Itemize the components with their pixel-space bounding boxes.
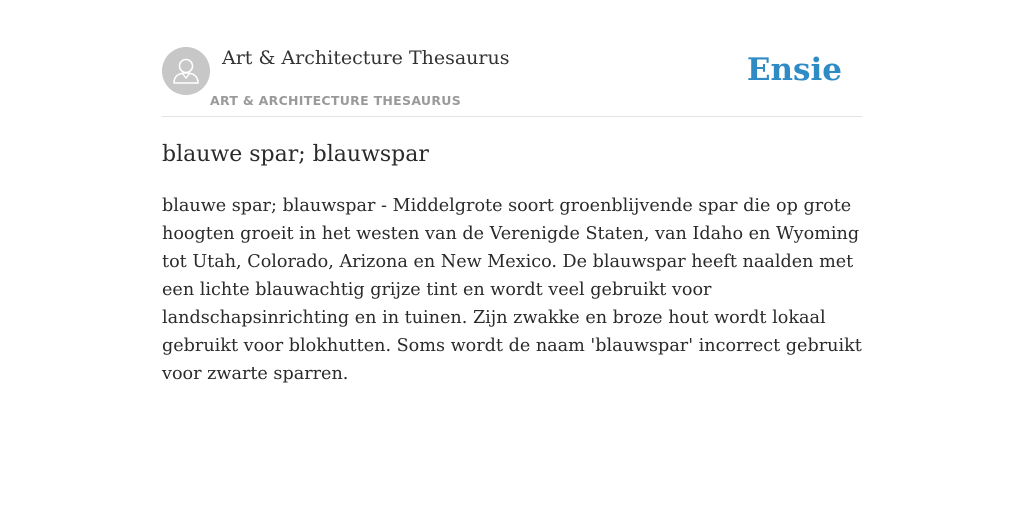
author-name[interactable]: Art & Architecture Thesaurus xyxy=(222,47,510,69)
user-avatar-icon[interactable] xyxy=(162,47,210,95)
author-header xyxy=(162,40,862,117)
entry-definition: blauwe spar; blauwspar - Middelgrote soort groenblijvende spar die op grote hoogten groeit in het westen van de Verenigde Staten, van Idaho en Wyoming tot Utah, Colorado, Arizona en New Mexico. De blauwspar heeft naalden met een lichte blauwachtig grijze tint en wordt veel gebruikt voor landschapsinrichting en in tuinen. Zijn zwakke en broze hout wordt lokaal gebruikt voor blokhutten. Soms wordt de naam 'blauwspar' incorrect gebruikt voor zwarte sparren. xyxy=(162,196,862,384)
author-subtitle[interactable]: ART & ARCHITECTURE THESAURUS xyxy=(210,93,462,108)
entry-title: blauwe spar; blauwspar xyxy=(162,142,429,167)
brand-logo[interactable]: Ensie xyxy=(746,52,842,88)
